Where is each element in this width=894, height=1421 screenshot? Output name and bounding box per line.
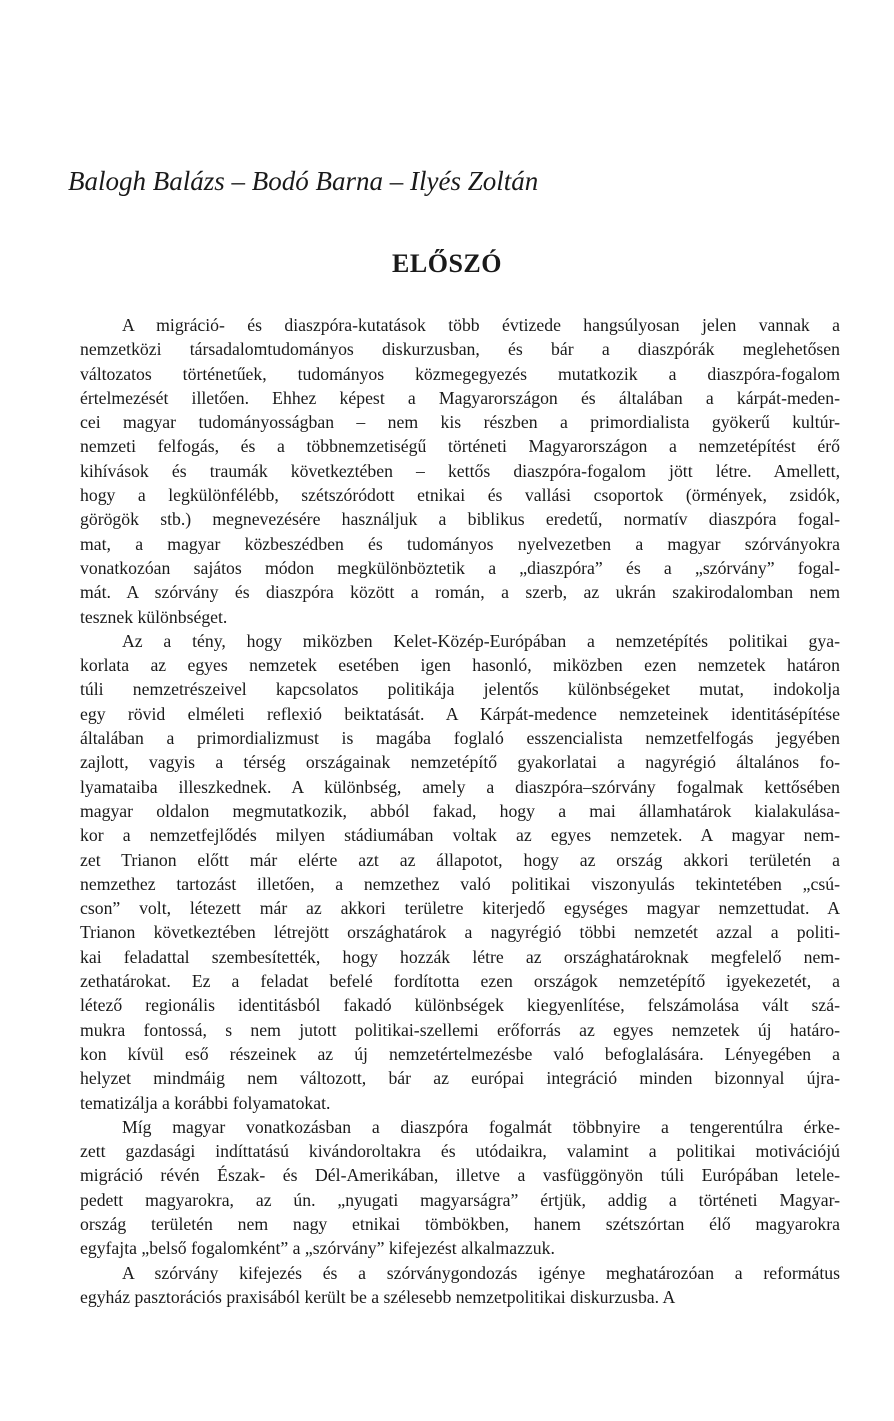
text-line: kai feladattal szembesítették, hogy hozzák létre az országhatároknak megfelelő nem- (80, 946, 840, 967)
text-line: nemzeti felfogás, és a többnemzetiségű történeti Magyarországon a nemzetépítést érő (80, 436, 840, 457)
text-line: görögök stb.) megnevezésére használjuk a biblikus eredetű, normatív diaszpóra fogal- (80, 509, 840, 530)
text-line: zet Trianon előtt már elérte azt az állapotot, hogy az ország akkori területén a (80, 849, 840, 870)
text-line: egy rövid elméleti reflexió beiktatását. A Kárpát-medence nemzeteinek identitásépítése (80, 703, 840, 724)
author-line: Balogh Balázs – Bodó Barna – Ilyés Zoltán (68, 166, 539, 196)
text-line: Míg magyar vonatkozásban a diaszpóra fogalmát többnyire a tengerentúlra érke- (122, 1116, 840, 1137)
text-line: értelmezését illetően. Ehhez képest a Magyarországon és általában a kárpát-meden- (80, 387, 840, 408)
text-line: Trianon következtében létrejött országhatárok a nagyrégió többi nemzetét azzal a politi- (80, 922, 840, 943)
text-line: helyzet mindmáig nem változott, bár az európai integráció minden bizonnyal újra- (80, 1068, 840, 1089)
text-line: tesznek különbséget. (80, 606, 228, 627)
text-line: cson” volt, létezett már az akkori területre kiterjedő egységes magyar nemzettudat. A (80, 898, 840, 919)
text-line: migráció révén Észak- és Dél-Amerikában, illetve a vasfüggönyön túli Európában letele- (80, 1165, 840, 1186)
text-line: A szórvány kifejezés és a szórványgondozás igénye meghatározóan a református (122, 1262, 840, 1283)
text-line: általában a primordializmust is magába foglaló esszencialista nemzetfelfogás jegyében (80, 728, 840, 749)
paragraph (80, 313, 840, 629)
text-line: zett gazdasági indíttatású kivándoroltakra és utódaikra, valamint a politikai motivációjú (80, 1141, 840, 1162)
text-line: létező regionális identitásból fakadó különbségek kiegyenlítése, felszámolása vált szá- (80, 995, 840, 1016)
text-line: mat, a magyar közbeszédben és tudományos nyelvezetben a magyar szórványokra (80, 533, 840, 554)
text-line: zajlott, vagyis a térség országainak nemzetépítő gyakorlatai a nagyrégió általános fo- (80, 752, 840, 773)
text-line: változatos történetűek, tudományos közmegegyezés mutatkozik a diaszpóra-fogalom (80, 363, 840, 384)
text-line: A migráció- és diaszpóra-kutatások több évtizede hangsúlyosan jelen vannak a (122, 315, 840, 335)
text-line: cei magyar tudományosságban – nem kis részben a primordialista gyökerű kultúr- (80, 412, 840, 433)
paragraph (80, 1261, 840, 1310)
text-line: vonatkozóan sajátos módon megkülönböztetik a „diaszpóra” és a „szórvány” fogal- (80, 557, 840, 578)
text-line: kor a nemzetfejlődés milyen stádiumában voltak az egyes nemzetek. A magyar nem- (80, 825, 840, 846)
text-line: kihívások és traumák következtében – kettős diaszpóra-fogalom jött létre. Amellett, (80, 460, 840, 481)
text-line: nemzetközi társadalomtudományos diskurzusban, és bár a diaszpórák meglehetősen (80, 339, 840, 360)
text-line: egyfajta „belső fogalomként” a „szórvány” kifejezést alkalmazzuk. (80, 1238, 555, 1259)
text-line: mát. A szórvány és diaszpóra között a román, a szerb, az ukrán szakirodalomban nem (80, 582, 840, 603)
chapter-title: ELŐSZÓ (392, 249, 502, 278)
text-line: túli nemzetrészeivel kapcsolatos politikája jelentős különbségeket mutat, indokolja (80, 679, 840, 700)
text-line: nemzethez tartozást illetően, a nemzethez való politikai viszonyulás tekintetében „csú- (80, 873, 840, 894)
text-line: ország területén nem nagy etnikai tömbökben, hanem szétszórtan élő magyarokra (80, 1213, 840, 1234)
text-line: tematizálja a korábbi folyamatokat. (80, 1092, 331, 1113)
text-line: mukra fontossá, s nem jutott politikai-szellemi erőforrás az egyes nemzetek új határo- (80, 1019, 840, 1040)
text-line: Az a tény, hogy miközben Kelet-Közép-Európában a nemzetépítés politikai gya- (122, 630, 840, 651)
text-line: pedett magyarokra, az ún. „nyugati magyarságra” értjük, addig a történeti Magyar- (80, 1189, 840, 1210)
text-line: zethatárokat. Ez a feladat befelé fordította ezen országok nemzetépítő igyekezetét, a (80, 971, 840, 992)
text-line: egyház pasztorációs praxisából került be a szélesebb nemzetpolitikai diskurzusba. A (80, 1286, 676, 1307)
paragraph (80, 629, 840, 1115)
text-line: magyar oldalon megmutatkozik, abból fakad, hogy a mai államhatárok kialakulása- (80, 800, 840, 821)
text-line: korlata az egyes nemzetek esetében igen hasonló, miközben ezen nemzetek határon (80, 655, 840, 676)
paragraph (80, 1115, 840, 1261)
text-line: hogy a legkülönfélébb, szétszóródott etnikai és vallási csoportok (örmények, zsidók, (80, 485, 840, 506)
text-line: lyamataiba illeszkednek. A különbség, amely a diaszpóra–szórvány fogalmak kettősében (80, 776, 840, 797)
body-text (80, 313, 840, 1309)
text-line: kon kívül eső részeinek az új nemzetértelmezésbe való befoglalására. Lényegében a (80, 1043, 840, 1064)
